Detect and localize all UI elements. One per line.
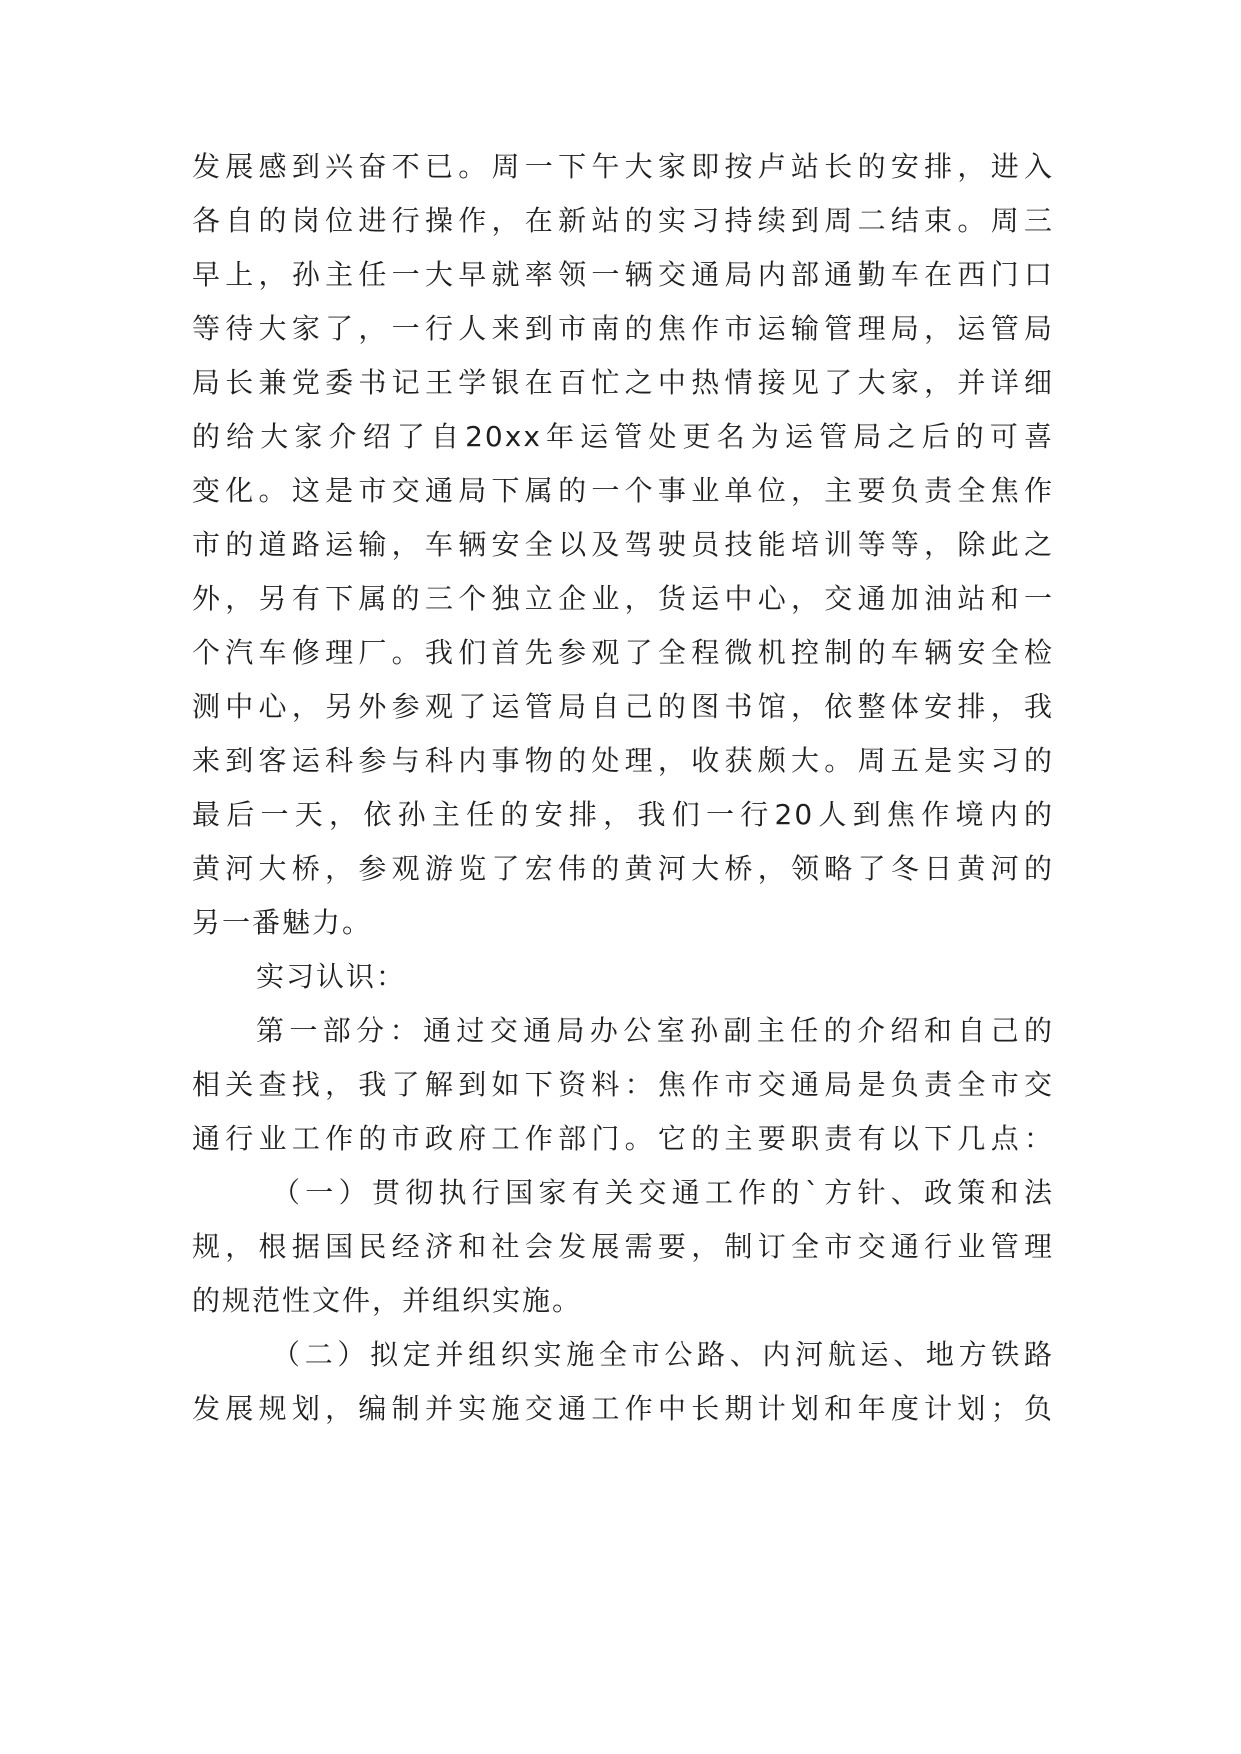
body-line-3: 早上，孙主任一大早就率领一辆交通局内部通勤车在西门口 <box>192 258 1054 291</box>
body-line-13: 最后一天，依孙主任的安排，我们一行20人到焦作境内的 <box>192 798 1054 831</box>
body-line-12: 来到客运科参与科内事物的处理，收获颇大。周五是实习的 <box>192 744 1054 777</box>
body-line-8: 市的道路运输，车辆安全以及驾驶员技能培训等等，除此之 <box>192 528 1054 561</box>
body-line-4: 等待大家了，一行人来到市南的焦作市运输管理局，运管局 <box>192 312 1054 345</box>
body-line-15: 另一番魅力。 <box>192 906 373 939</box>
body-line-11: 测中心，另外参观了运管局自己的图书馆，依整体安排，我 <box>192 690 1054 723</box>
body-line-2: 各自的岗位进行操作，在新站的实习持续到周二结束。周三 <box>192 204 1054 237</box>
body-line-14: 黄河大桥，参观游览了宏伟的黄河大桥，领略了冬日黄河的 <box>192 852 1054 885</box>
part-one-line-1: 第一部分：通过交通局办公室孙副主任的介绍和自己的 <box>256 1014 1054 1047</box>
body-line-5: 局长兼党委书记王学银在百忙之中热情接见了大家，并详细 <box>192 366 1054 399</box>
body-line-7: 变化。这是市交通局下属的一个事业单位，主要负责全焦作 <box>192 474 1054 507</box>
item-1-line-3: 的规范性文件，并组织实施。 <box>192 1284 583 1317</box>
part-one-line-3: 通行业工作的市政府工作部门。它的主要职责有以下几点： <box>192 1122 1054 1155</box>
body-line-10: 个汽车修理厂。我们首先参观了全程微机控制的车辆安全检 <box>192 636 1054 669</box>
body-line-6: 的给大家介绍了自20xx年运管处更名为运管局之后的可喜 <box>192 420 1054 453</box>
item-1-line-1: （一）贯彻执行国家有关交通工作的`方针、政策和法 <box>272 1176 1054 1209</box>
body-line-9: 外，另有下属的三个独立企业，货运中心，交通加油站和一 <box>192 582 1054 615</box>
section-heading: 实习认识： <box>256 960 407 993</box>
item-2-line-1: （二）拟定并组织实施全市公路、内河航运、地方铁路 <box>272 1338 1054 1371</box>
item-1-line-2: 规，根据国民经济和社会发展需要，制订全市交通行业管理 <box>192 1230 1054 1263</box>
body-line-1: 发展感到兴奋不已。周一下午大家即按卢站长的安排，进入 <box>192 150 1054 183</box>
part-one-line-2: 相关查找，我了解到如下资料：焦作市交通局是负责全市交 <box>192 1068 1054 1101</box>
item-2-line-2: 发展规划，编制并实施交通工作中长期计划和年度计划；负 <box>192 1392 1054 1425</box>
